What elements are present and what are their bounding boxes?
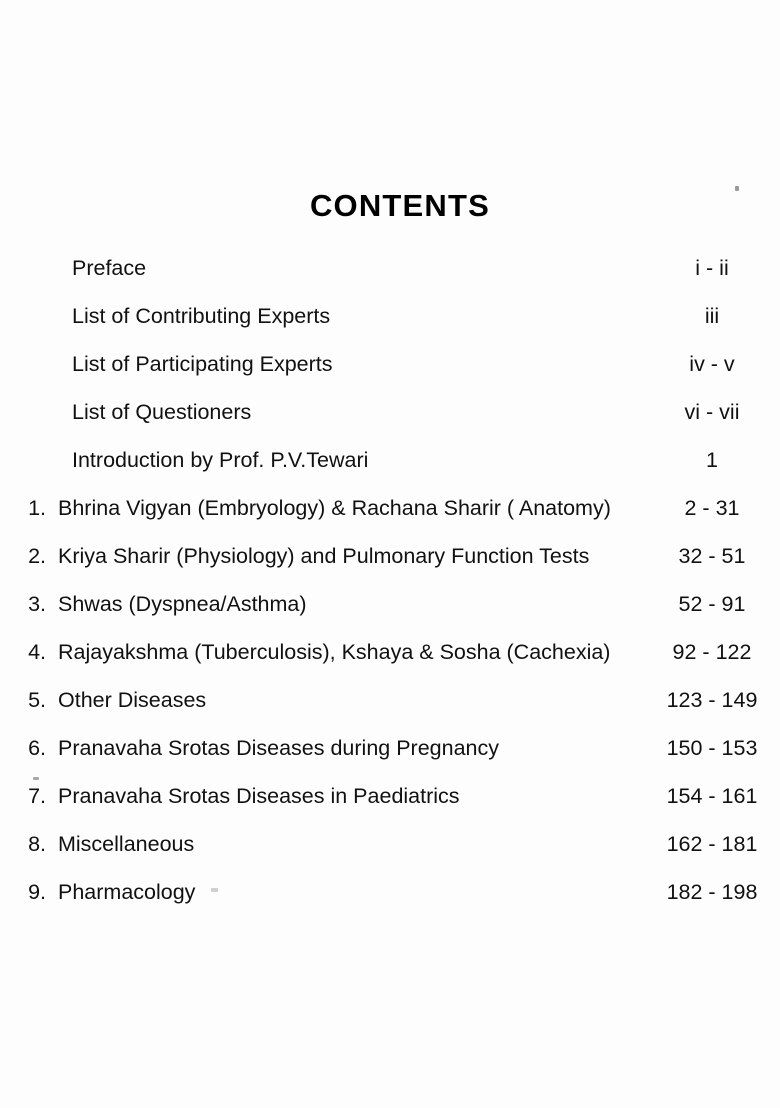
toc-number: 8.: [28, 832, 46, 856]
toc-label: Pharmacology: [58, 880, 196, 904]
toc-page-range: iv - v: [689, 352, 735, 376]
toc-page-range: 1: [706, 448, 718, 472]
toc-label: List of Participating Experts: [72, 352, 333, 376]
toc-label: Kriya Sharir (Physiology) and Pulmonary Function Tests: [58, 544, 590, 568]
toc-entry-chapter-9[interactable]: [0, 880, 780, 928]
scan-artifact-left-margin: [33, 777, 39, 780]
toc-label: Shwas (Dyspnea/Asthma): [58, 592, 307, 616]
toc-entry-chapter-4[interactable]: [0, 640, 780, 688]
toc-number: 5.: [28, 688, 46, 712]
toc-number: 7.: [28, 784, 46, 808]
toc-page-range: vi - vii: [684, 400, 740, 424]
toc-entry-chapter-2[interactable]: [0, 544, 780, 592]
toc-page-range: iii: [704, 304, 720, 328]
toc-page-range: 162 - 181: [666, 832, 758, 856]
toc-label: Miscellaneous: [58, 832, 195, 856]
toc-page-range: 154 - 161: [666, 784, 758, 808]
toc-number: 2.: [28, 544, 46, 568]
toc-number: 3.: [28, 592, 46, 616]
scan-artifact-top-right: [735, 186, 739, 191]
toc-number: 4.: [28, 640, 46, 664]
toc-entry-chapter-6[interactable]: [0, 736, 780, 784]
toc-label: Other Diseases: [58, 688, 207, 712]
toc-entry-chapter-5[interactable]: [0, 688, 780, 736]
toc-entry-chapter-1[interactable]: [0, 496, 780, 544]
toc-page-range: 92 - 122: [672, 640, 752, 664]
toc-number: 6.: [28, 736, 46, 760]
toc-entry-chapter-8[interactable]: [0, 832, 780, 880]
page-title: CONTENTS: [309, 188, 491, 223]
toc-label: List of Contributing Experts: [72, 304, 331, 328]
toc-entry-contributing-experts[interactable]: [0, 304, 780, 352]
table-of-contents: [0, 256, 780, 928]
toc-entry-chapter-3[interactable]: [0, 592, 780, 640]
toc-entry-introduction[interactable]: [0, 448, 780, 496]
toc-label: Introduction by Prof. P.V.Tewari: [72, 448, 369, 472]
toc-label: Rajayakshma (Tuberculosis), Kshaya & Sosha (Cachexia): [58, 640, 611, 664]
toc-page-range: 52 - 91: [678, 592, 746, 616]
toc-entry-chapter-7[interactable]: [0, 784, 780, 832]
toc-page-range: i - ii: [695, 256, 729, 280]
scan-artifact-lower: [211, 888, 218, 892]
toc-page-range: 182 - 198: [666, 880, 758, 904]
toc-number: 9.: [28, 880, 46, 904]
toc-page-range: 150 - 153: [666, 736, 758, 760]
toc-label: Preface: [72, 256, 147, 280]
toc-page-range: 123 - 149: [666, 688, 758, 712]
toc-entry-questioners[interactable]: [0, 400, 780, 448]
toc-entry-participating-experts[interactable]: [0, 352, 780, 400]
toc-label: Bhrina Vigyan (Embryology) & Rachana Sharir ( Anatomy): [58, 496, 611, 520]
toc-label: Pranavaha Srotas Diseases during Pregnancy: [58, 736, 500, 760]
toc-page-range: 32 - 51: [678, 544, 746, 568]
toc-page-range: 2 - 31: [684, 496, 740, 520]
toc-label: Pranavaha Srotas Diseases in Paediatrics: [58, 784, 460, 808]
toc-label: List of Questioners: [72, 400, 252, 424]
toc-number: 1.: [28, 496, 46, 520]
toc-entry-preface[interactable]: [0, 256, 780, 304]
